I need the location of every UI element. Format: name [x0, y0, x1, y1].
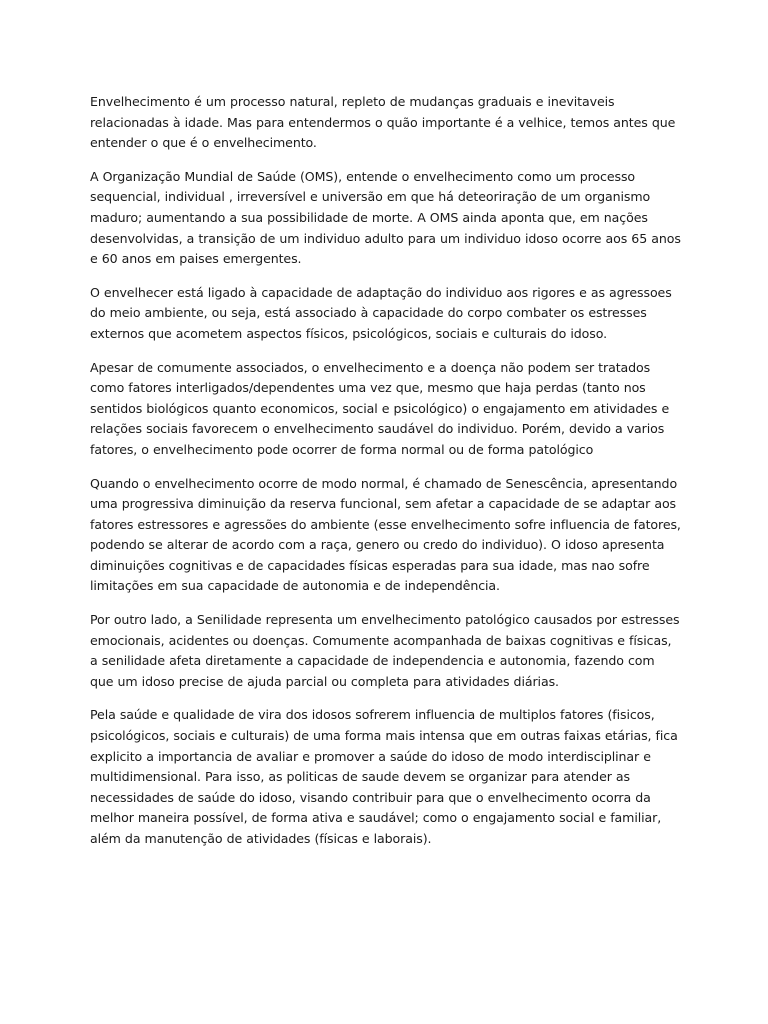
- paragraph-senescence: Quando o envelhecimento ocorre de modo normal, é chamado de Senescência, apresentando uma progressiva diminuição da reserva funcional, sem afetar a capacidade de se adaptar aos fatores estressores e agressões do ambiente (esse envelhecimento sofre influencia de fatores, podendo se alterar de acordo com a raça, genero ou credo do individuo). O idoso apresenta diminuições cognitivas e de capacidades físicas esperadas para sua idade, mas nao sofre limitações em sua capacidade de autonomia e de independência.: [90, 475, 681, 594]
- paragraph-intro: Envelhecimento é um processo natural, repleto de mudanças graduais e inevitaveis relacionadas à idade. Mas para entendermos o quão importante é a velhice, temos antes que entender o que é o envelhecimento.: [90, 94, 676, 151]
- paragraph-aging-and-disease: Apesar de comumente associados, o envelhecimento e a doença não podem ser tratados como fatores interligados/dependentes uma vez que, mesmo que haja perdas (tanto nos sentidos biológicos quanto economicos, social e psicológico) o engajamento em atividades e relações sociais favorecem o envelhecimento saudável do individuo. Porém, devido a varios fatores, o envelhecimento pode ocorrer de forma normal ou de forma patológico: [90, 359, 670, 457]
- document-body: [90, 92, 682, 863]
- paragraph-health-policy: Pela saúde e qualidade de vira dos idosos sofrerem influencia de multiplos fatores (fisicos, psicológicos, sociais e culturais) de uma forma mais intensa que em outras faixas etárias, fica explicito a importancia de avaliar e promover a saúde do idoso de modo interdisciplinar e multidimensional. Para isso, as politicas de saude devem se organizar para atender as necessidades de saúde do idoso, visando contribuir para que o envelhecimento ocorra da melhor maneira possível, de forma ativa e saudável; como o engajamento social e familiar, além da manutenção de atividades (físicas e laborais).: [90, 707, 678, 846]
- paragraph-adaptation: O envelhecer está ligado à capacidade de adaptação do individuo aos rigores e as agressoes do meio ambiente, ou seja, está associado à capacidade do corpo combater os estresses externos que acometem aspectos físicos, psicológicos, sociais e culturais do idoso.: [90, 284, 672, 341]
- paragraph-senility: Por outro lado, a Senilidade representa um envelhecimento patológico causados por estresses emocionais, acidentes ou doenças. Comumente acompanhada de baixas cognitivas e físicas, a senilidade afeta diretamente a capacidade de independencia e autonomia, fazendo com que um idoso precise de ajuda parcial ou completa para atividades diárias.: [90, 612, 680, 689]
- paragraph-oms-definition: A Organização Mundial de Saúde (OMS), entende o envelhecimento como um processo sequencial, individual , irreversível e universão em que há deteoriração de um organismo maduro; aumentando a sua possibilidade de morte. A OMS ainda aponta que, em nações desenvolvidas, a transição de um individuo adulto para um individuo idoso ocorre aos 65 anos e 60 anos em paises emergentes.: [90, 168, 681, 267]
